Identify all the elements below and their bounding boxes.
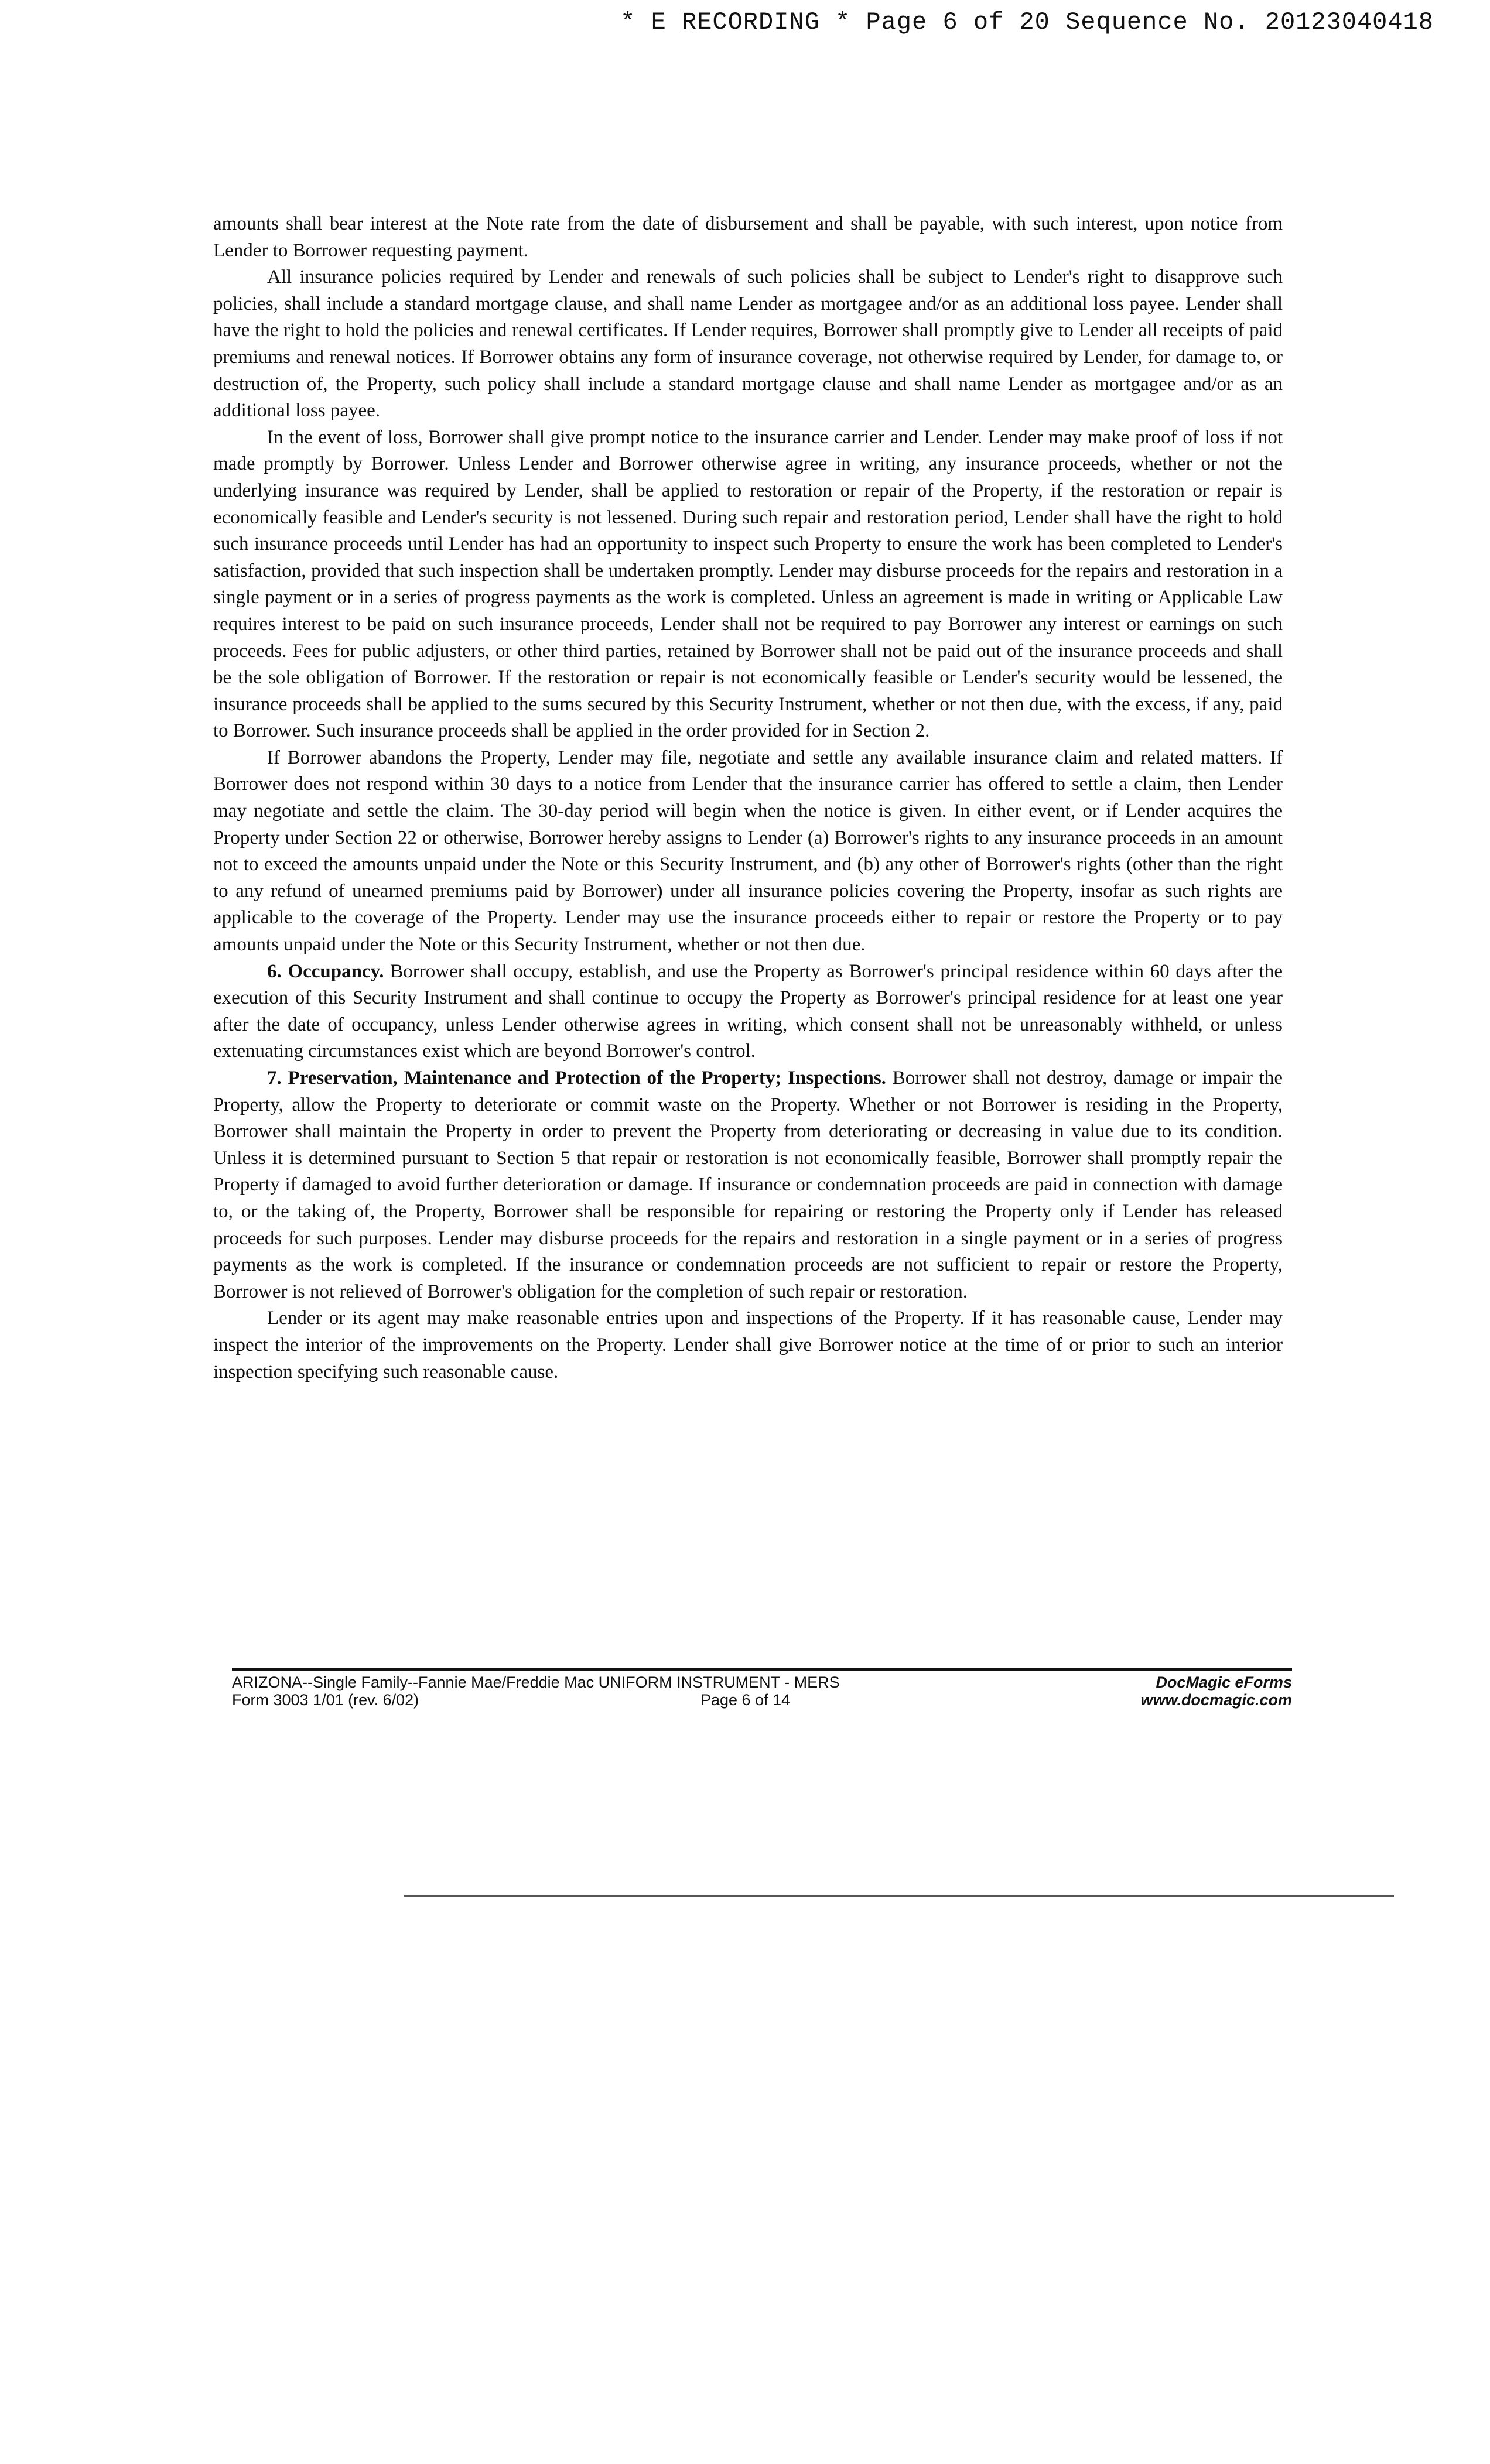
page-footer bbox=[232, 1674, 1292, 1720]
section-6-text: Borrower shall occupy, establish, and use the Property as Borrower's principal residence within 60 days after the execution of this Security Instrument and shall continue to occupy the Property as Borrower's principal residence for at least one year after the date of occupancy, unless Lender otherwise agrees in writing, which consent shall not be unreasonably withheld, or unless extenuating circumstances exist which are beyond Borrower's control. bbox=[213, 960, 1283, 1062]
paragraph-abandonment: If Borrower abandons the Property, Lender may file, negotiate and settle any available insurance claim and related matters. If Borrower does not respond within 30 days to a notice from Lender that the insurance carrier has offered to settle a claim, then Lender may negotiate and settle the claim. The 30-day period will begin when the notice is given. In either event, or if Lender acquires the Property under Section 22 or otherwise, Borrower hereby assigns to Lender (a) Borrower's rights to any insurance proceeds in an amount not to exceed the amounts unpaid under the Note or this Security Instrument, and (b) any other of Borrower's rights (other than the right to any refund of unearned premiums paid by Borrower) under all insurance policies covering the Property, insofar as such rights are applicable to the coverage of the Property. Lender may use the insurance proceeds either to repair or restore the Property or to pay amounts unpaid under the Note or this Security Instrument, whether or not then due. bbox=[213, 747, 1283, 956]
paragraph-inspections: Lender or its agent may make reasonable entries upon and inspections of the Property. If it has reasonable cause, Lender may inspect the interior of the improvements on the Property. Lender shall give Borrower notice at the time of or prior to such an interior inspection specifying such reasonable cause. bbox=[213, 1308, 1283, 1382]
section-7-preservation bbox=[213, 1065, 1283, 1305]
footer-page-number: Page 6 of 14 bbox=[700, 1691, 791, 1709]
section-7-heading: 7. Preservation, Maintenance and Protection of the Property; Inspections. bbox=[267, 1067, 886, 1089]
document-body bbox=[213, 211, 1283, 1385]
page-bottom-divider bbox=[404, 1895, 1394, 1897]
paragraph-continuation: amounts shall bear interest at the Note rate from the date of disbursement and shall be payable, with such interest, upon notice from Lender to Borrower requesting payment. bbox=[213, 213, 1283, 261]
vendor-logo-text: DocMagic eForms bbox=[1156, 1674, 1292, 1691]
paragraph-event-of-loss: In the event of loss, Borrower shall give prompt notice to the insurance carrier and Lender. Lender may make proof of loss if not made promptly by Borrower. Unless Lender and Borrower otherwise agree in writing, any insurance proceeds, whether or not the underlying insurance was required by Lender, shall be applied to restoration or repair of the Property, if the restoration or repair is economically feasible and Lender's security is not lessened. During such repair and restoration period, Lender shall have the right to hold such insurance proceeds until Lender has had an opportunity to inspect such Property to ensure the work has been completed to Lender's satisfaction, provided that such inspection shall be undertaken promptly. Lender may disburse proceeds for the repairs and restoration in a single payment or in a series of progress payments as the work is completed. Unless an agreement is made in writing or Applicable Law requires interest to be paid on such insurance proceeds, Lender shall not be required to pay Borrower any interest or earnings on such proceeds. Fees for public adjusters, or other third parties, retained by Borrower shall not be paid out of the insurance proceeds and shall be the sole obligation of Borrower. If the restoration or repair is not economically feasible or Lender's security would be lessened, the insurance proceeds shall be applied to the sums secured by this Security Instrument, whether or not then due, with the excess, if any, paid to Borrower. Such insurance proceeds shall be applied in the order provided for in Section 2. bbox=[213, 426, 1283, 742]
recording-stamp: * E RECORDING * Page 6 of 20 Sequence No. 20123040418 bbox=[620, 8, 1434, 36]
footer-divider bbox=[232, 1668, 1292, 1671]
footer-form-number: Form 3003 1/01 (rev. 6/02) bbox=[232, 1691, 419, 1709]
section-6-occupancy bbox=[213, 959, 1283, 1065]
footer-vendor bbox=[1140, 1674, 1292, 1709]
footer-form-title: ARIZONA--Single Family--Fannie Mae/Freddie Mac UNIFORM INSTRUMENT - MERS bbox=[232, 1674, 840, 1691]
vendor-url: www.docmagic.com bbox=[1140, 1691, 1292, 1709]
paragraph-insurance-policies: All insurance policies required by Lender and renewals of such policies shall be subject to Lender's right to disapprove such policies, shall include a standard mortgage clause, and shall name Lender as mortgagee and/or as an additional loss payee. Lender shall have the right to hold the policies and renewal certificates. If Lender requires, Borrower shall promptly give to Lender all receipts of paid premiums and renewal notices. If Borrower obtains any form of insurance coverage, not otherwise required by Lender, for damage to, or destruction of, the Property, such policy shall include a standard mortgage clause and shall name Lender as mortgagee and/or as an additional loss payee. bbox=[213, 266, 1283, 422]
section-6-heading: 6. Occupancy. bbox=[267, 960, 384, 982]
section-7-text: Borrower shall not destroy, damage or impair the Property, allow the Property to deteriorate or commit waste on the Property. Whether or not Borrower is residing in the Property, Borrower shall maintain the Property in order to prevent the Property from deteriorating or decreasing in value due to its condition. Unless it is determined pursuant to Section 5 that repair or restoration is not economically feasible, Borrower shall promptly repair the Property if damaged to avoid further deterioration or damage. If insurance or condemnation proceeds are paid in connection with damage to, or the taking of, the Property, Borrower shall be responsible for repairing or restoring the Property only if Lender has released proceeds for such purposes. Lender may disburse proceeds for the repairs and restoration in a single payment or in a series of progress payments as the work is completed. If the insurance or condemnation proceeds are not sufficient to repair or restore the Property, Borrower is not relieved of Borrower's obligation for the completion of such repair or restoration. bbox=[213, 1067, 1283, 1302]
